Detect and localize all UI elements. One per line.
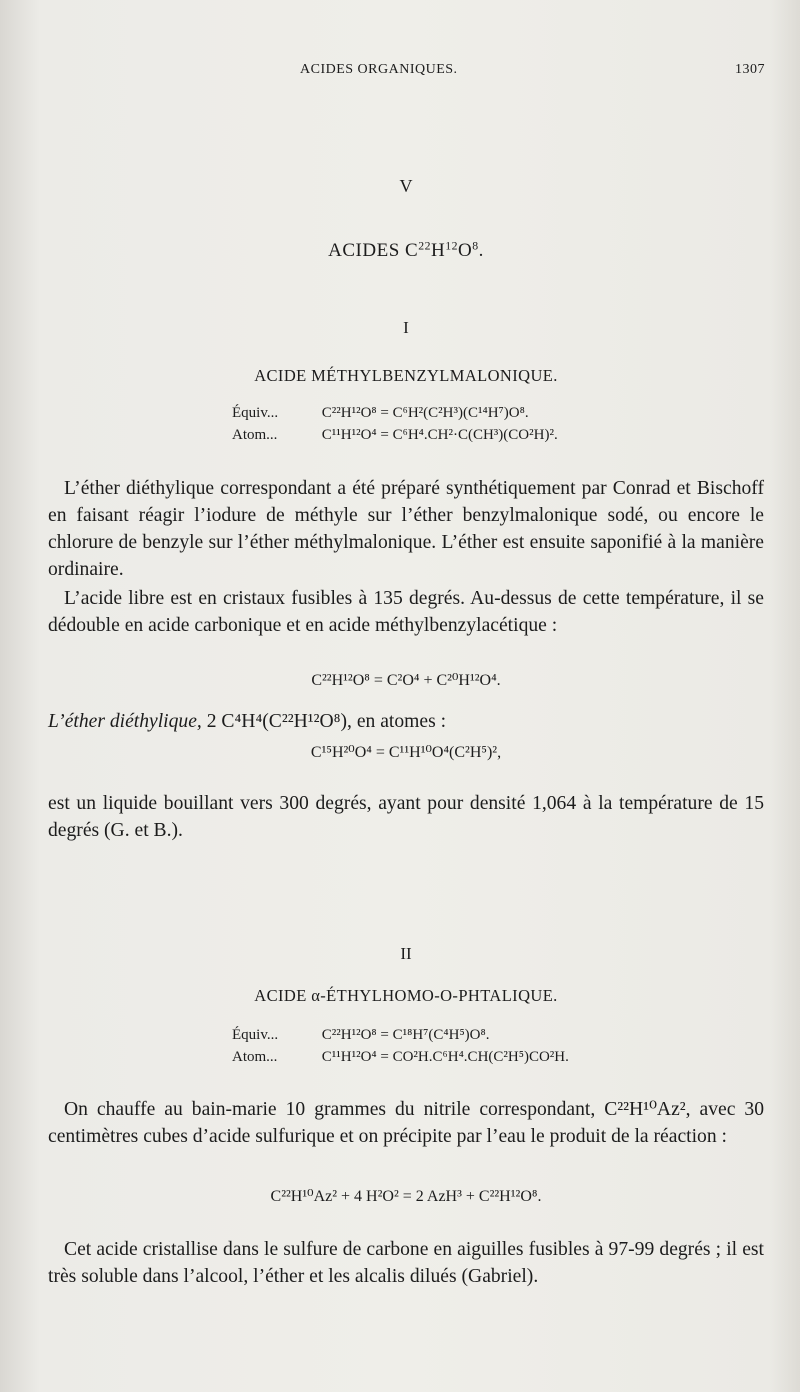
atom-row	[232, 424, 558, 446]
ether-label: L’éther diéthylique,	[48, 711, 202, 732]
paragraph-properties: L’acide libre est en cristaux fusibles à 135 degrés. Au-dessus de cette température, il se dédouble en acide carbonique et en acide méthylbenzylacétique :	[48, 588, 764, 636]
formula-superscript: 22	[418, 239, 431, 253]
section-title-prefix: ACIDES C	[328, 240, 419, 261]
equiv-row	[232, 402, 558, 424]
formula-element: .	[478, 240, 484, 261]
subsection-1-formulas	[232, 402, 558, 446]
subsection-2-title: ACIDE α-ÉTHYLHOMO-O-PHTALIQUE.	[254, 986, 558, 1005]
paragraph-synthesis: L’éther diéthylique correspondant a été préparé synthétiquement par Conrad et Bischoff en faisant réagir l’iodure de méthyle sur l’éther benzylmalonique sodé, ou encore le chlorure de benzyle sur l’éther méthylmalonique. L’éther est ensuite saponifié à la manière ordinaire.	[48, 478, 764, 580]
paragraph-ether	[48, 708, 764, 735]
formula-superscript: 12	[445, 239, 458, 253]
atom-row	[232, 1046, 569, 1068]
equiv-label: Équiv...	[232, 405, 279, 421]
subsection-1-title: ACIDE MÉTHYLBENZYLMALONIQUE.	[254, 366, 558, 385]
equiv-formula: C²²H¹²O⁸ = C¹⁸H⁷(C⁴H⁵)O⁸.	[321, 1027, 490, 1043]
page-number: 1307	[735, 62, 765, 77]
section-numeral: V	[399, 176, 413, 196]
subsection-2-numeral: II	[400, 944, 412, 963]
equation-decomposition: C²²H¹²O⁸ = C²O⁴ + C²⁰H¹²O⁴.	[311, 672, 501, 689]
paragraph-ether-properties: est un liquide bouillant vers 300 degrés, ayant pour densité 1,064 à la température de 15 degrés (G. et B.).	[48, 793, 764, 841]
section-title	[48, 240, 764, 262]
atom-formula: C¹¹H¹²O⁴ = C⁶H⁴.CH²·C(CH³)(CO²H)².	[321, 427, 558, 443]
equiv-row	[232, 1024, 569, 1046]
atom-label: Atom...	[232, 427, 278, 443]
formula-element: H	[430, 240, 446, 261]
paragraph-crystallization: Cet acide cristallise dans le sulfure de carbone en aiguilles fusibles à 97-99 degrés ; il est très soluble dans l’alcool, l’éther et les alcalis dilués (Gabriel).	[48, 1239, 764, 1287]
equiv-formula: C²²H¹²O⁸ = C⁶H²(C²H³)(C¹⁴H⁷)O⁸.	[321, 405, 529, 421]
running-title: ACIDES ORGANIQUES.	[300, 62, 458, 77]
formula-element: O	[457, 240, 473, 261]
subsection-2-formulas	[232, 1024, 569, 1068]
ether-formula: 2 C⁴H⁴(C²²H¹²O⁸), en atomes :	[201, 711, 447, 732]
equation-ether: C¹⁵H²⁰O⁴ = C¹¹H¹⁰O⁴(C²H⁵)²,	[310, 744, 502, 761]
bleed-through-text	[90, 96, 770, 118]
atom-label: Atom...	[232, 1049, 278, 1065]
running-header	[300, 62, 765, 84]
equiv-label: Équiv...	[232, 1027, 279, 1043]
paragraph-preparation: On chauffe au bain-marie 10 grammes du nitrile correspondant, C²²H¹⁰Az², avec 30 centimètres cubes d’acide sulfurique et on précipite par l’eau le produit de la réaction :	[48, 1099, 764, 1147]
formula-superscript: 8	[472, 239, 479, 253]
atom-formula: C¹¹H¹²O⁴ = CO²H.C⁶H⁴.CH(C²H⁵)CO²H.	[321, 1049, 569, 1065]
equation-hydrolysis: C²²H¹⁰Az² + 4 H²O² = 2 AzH³ + C²²H¹²O⁸.	[270, 1188, 542, 1205]
section-title-formula	[418, 240, 484, 261]
subsection-1-numeral: I	[403, 318, 409, 337]
